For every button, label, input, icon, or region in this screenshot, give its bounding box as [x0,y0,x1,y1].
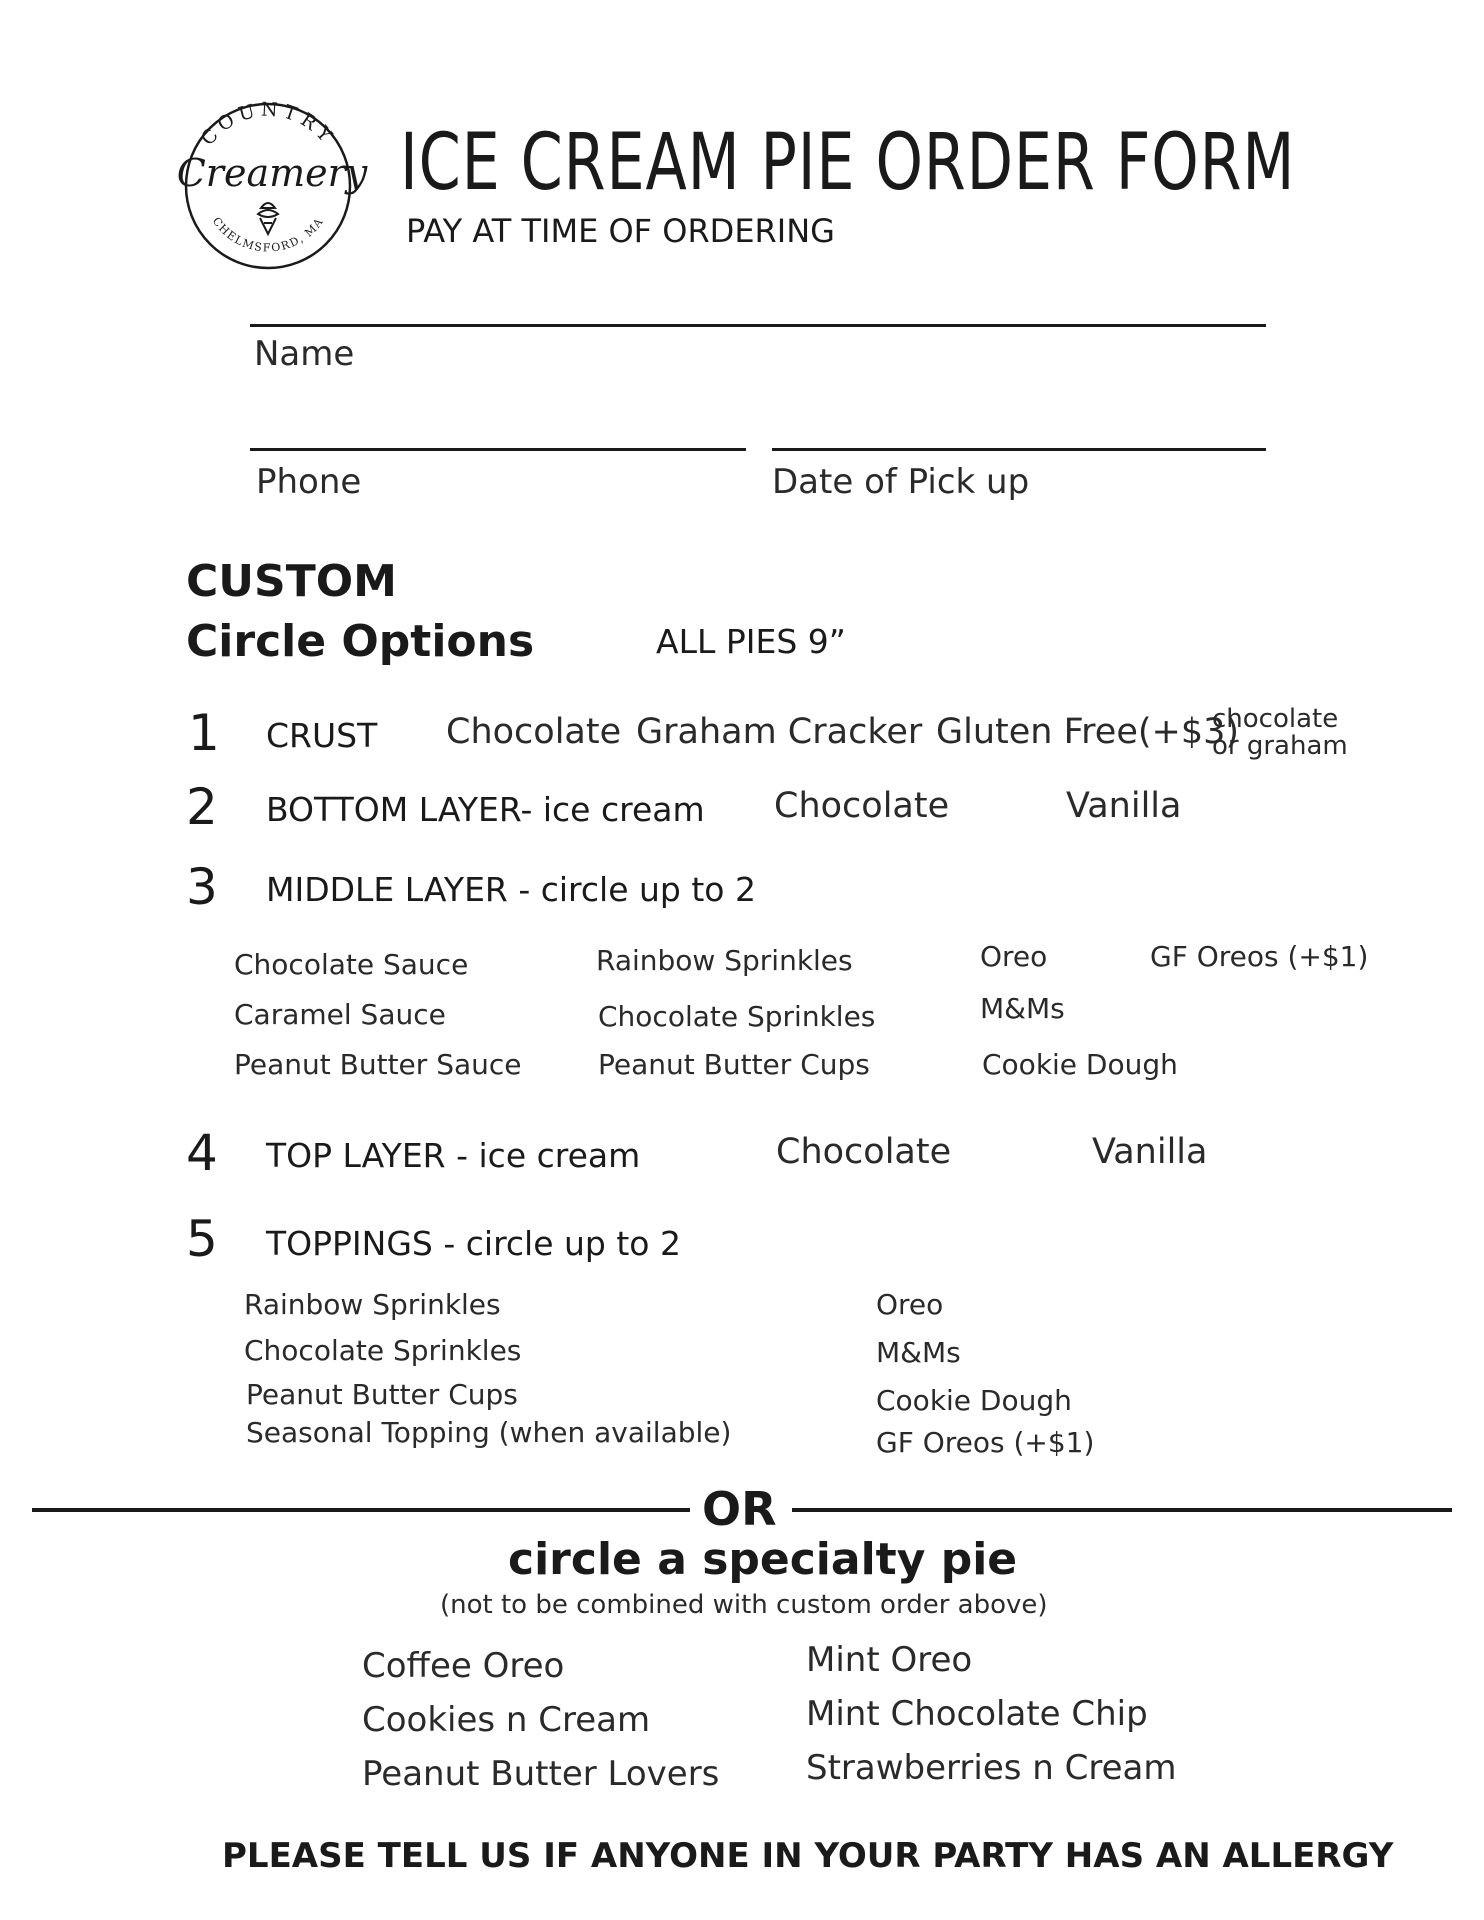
topping-option[interactable]: Oreo [876,1288,944,1321]
middle-layer-option[interactable]: M&Ms [980,992,1065,1025]
specialty-pie-option[interactable]: Strawberries n Cream [806,1748,1177,1788]
crust-note-line: chocolate [1212,704,1339,734]
step-number: 4 [186,1124,218,1182]
logo-arc-top: COUNTRY [196,98,340,150]
country-creamery-logo [168,96,368,276]
middle-layer-option[interactable]: Cookie Dough [982,1048,1178,1081]
specialty-pie-option[interactable]: Peanut Butter Lovers [362,1754,720,1794]
middle-layer-option[interactable]: GF Oreos (+$1) [1150,940,1369,973]
step-label-middle-layer: MIDDLE LAYER - circle up to 2 [266,870,756,909]
logo-script: Creamery [176,151,368,195]
middle-layer-option[interactable]: Peanut Butter Sauce [234,1048,522,1081]
topping-option[interactable]: Peanut Butter Cups [246,1378,518,1411]
circle-options-heading: Circle Options [186,616,535,667]
logo-arc-bottom: CHELMSFORD, MA [209,214,327,255]
or-divider-left [32,1508,690,1512]
name-field-label: Name [254,334,355,374]
specialty-pie-option[interactable]: Coffee Oreo [362,1646,565,1686]
crust-note [1212,706,1348,760]
or-label: OR [702,1482,777,1536]
step-number: 3 [186,858,218,916]
specialty-pie-option[interactable]: Mint Oreo [806,1640,973,1680]
crust-option[interactable]: Graham Cracker [636,712,923,752]
step-number: 1 [188,704,220,762]
or-divider-right [792,1508,1452,1512]
crust-option[interactable]: Gluten Free(+$3) [936,712,1240,752]
crust-note-line: or graham [1212,731,1348,761]
pickup-date-field-line[interactable] [772,448,1266,451]
step-label-crust: CRUST [266,716,378,755]
middle-layer-option[interactable]: Caramel Sauce [234,998,446,1031]
name-field-line[interactable] [250,324,1266,327]
top-layer-option[interactable]: Chocolate [776,1132,952,1172]
svg-text:COUNTRY [197,99,340,150]
topping-option[interactable]: Seasonal Topping (when available) [246,1416,732,1449]
form-title: ICE CREAM PIE ORDER FORM [400,118,1296,208]
topping-option[interactable]: Chocolate Sprinkles [244,1334,522,1367]
custom-heading: CUSTOM [186,556,397,607]
topping-option[interactable]: Cookie Dough [876,1384,1072,1417]
bottom-layer-option[interactable]: Chocolate [774,786,950,826]
middle-layer-option[interactable]: Chocolate Sprinkles [598,1000,876,1033]
pickup-date-field-label: Date of Pick up [772,462,1030,502]
crust-option[interactable]: Chocolate [446,712,622,752]
phone-field-line[interactable] [250,448,746,451]
bottom-layer-option[interactable]: Vanilla [1066,786,1182,826]
middle-layer-option[interactable]: Chocolate Sauce [234,948,469,981]
specialty-title: circle a specialty pie [508,1534,1018,1585]
specialty-note: (not to be combined with custom order above) [440,1590,1048,1620]
topping-option[interactable]: Rainbow Sprinkles [244,1288,501,1321]
specialty-pie-option[interactable]: Mint Chocolate Chip [806,1694,1148,1734]
middle-layer-option[interactable]: Oreo [980,940,1048,973]
size-note: ALL PIES 9” [656,622,846,661]
specialty-pie-option[interactable]: Cookies n Cream [362,1700,651,1740]
step-label-toppings: TOPPINGS - circle up to 2 [266,1224,681,1263]
topping-option[interactable]: M&Ms [876,1336,961,1369]
step-number: 2 [186,778,218,836]
middle-layer-option[interactable]: Rainbow Sprinkles [596,944,853,977]
allergy-notice: PLEASE TELL US IF ANYONE IN YOUR PARTY HAS AN ALLERGY [222,1836,1394,1876]
middle-layer-option[interactable]: Peanut Butter Cups [598,1048,870,1081]
step-label-top-layer: TOP LAYER - ice cream [266,1136,641,1175]
phone-field-label: Phone [256,462,362,502]
step-label-bottom-layer: BOTTOM LAYER- ice cream [266,790,705,829]
ice-cream-cone-icon [258,203,278,234]
top-layer-option[interactable]: Vanilla [1092,1132,1208,1172]
form-subtitle: PAY AT TIME OF ORDERING [406,212,835,250]
step-number: 5 [186,1210,218,1268]
topping-option[interactable]: GF Oreos (+$1) [876,1426,1095,1459]
